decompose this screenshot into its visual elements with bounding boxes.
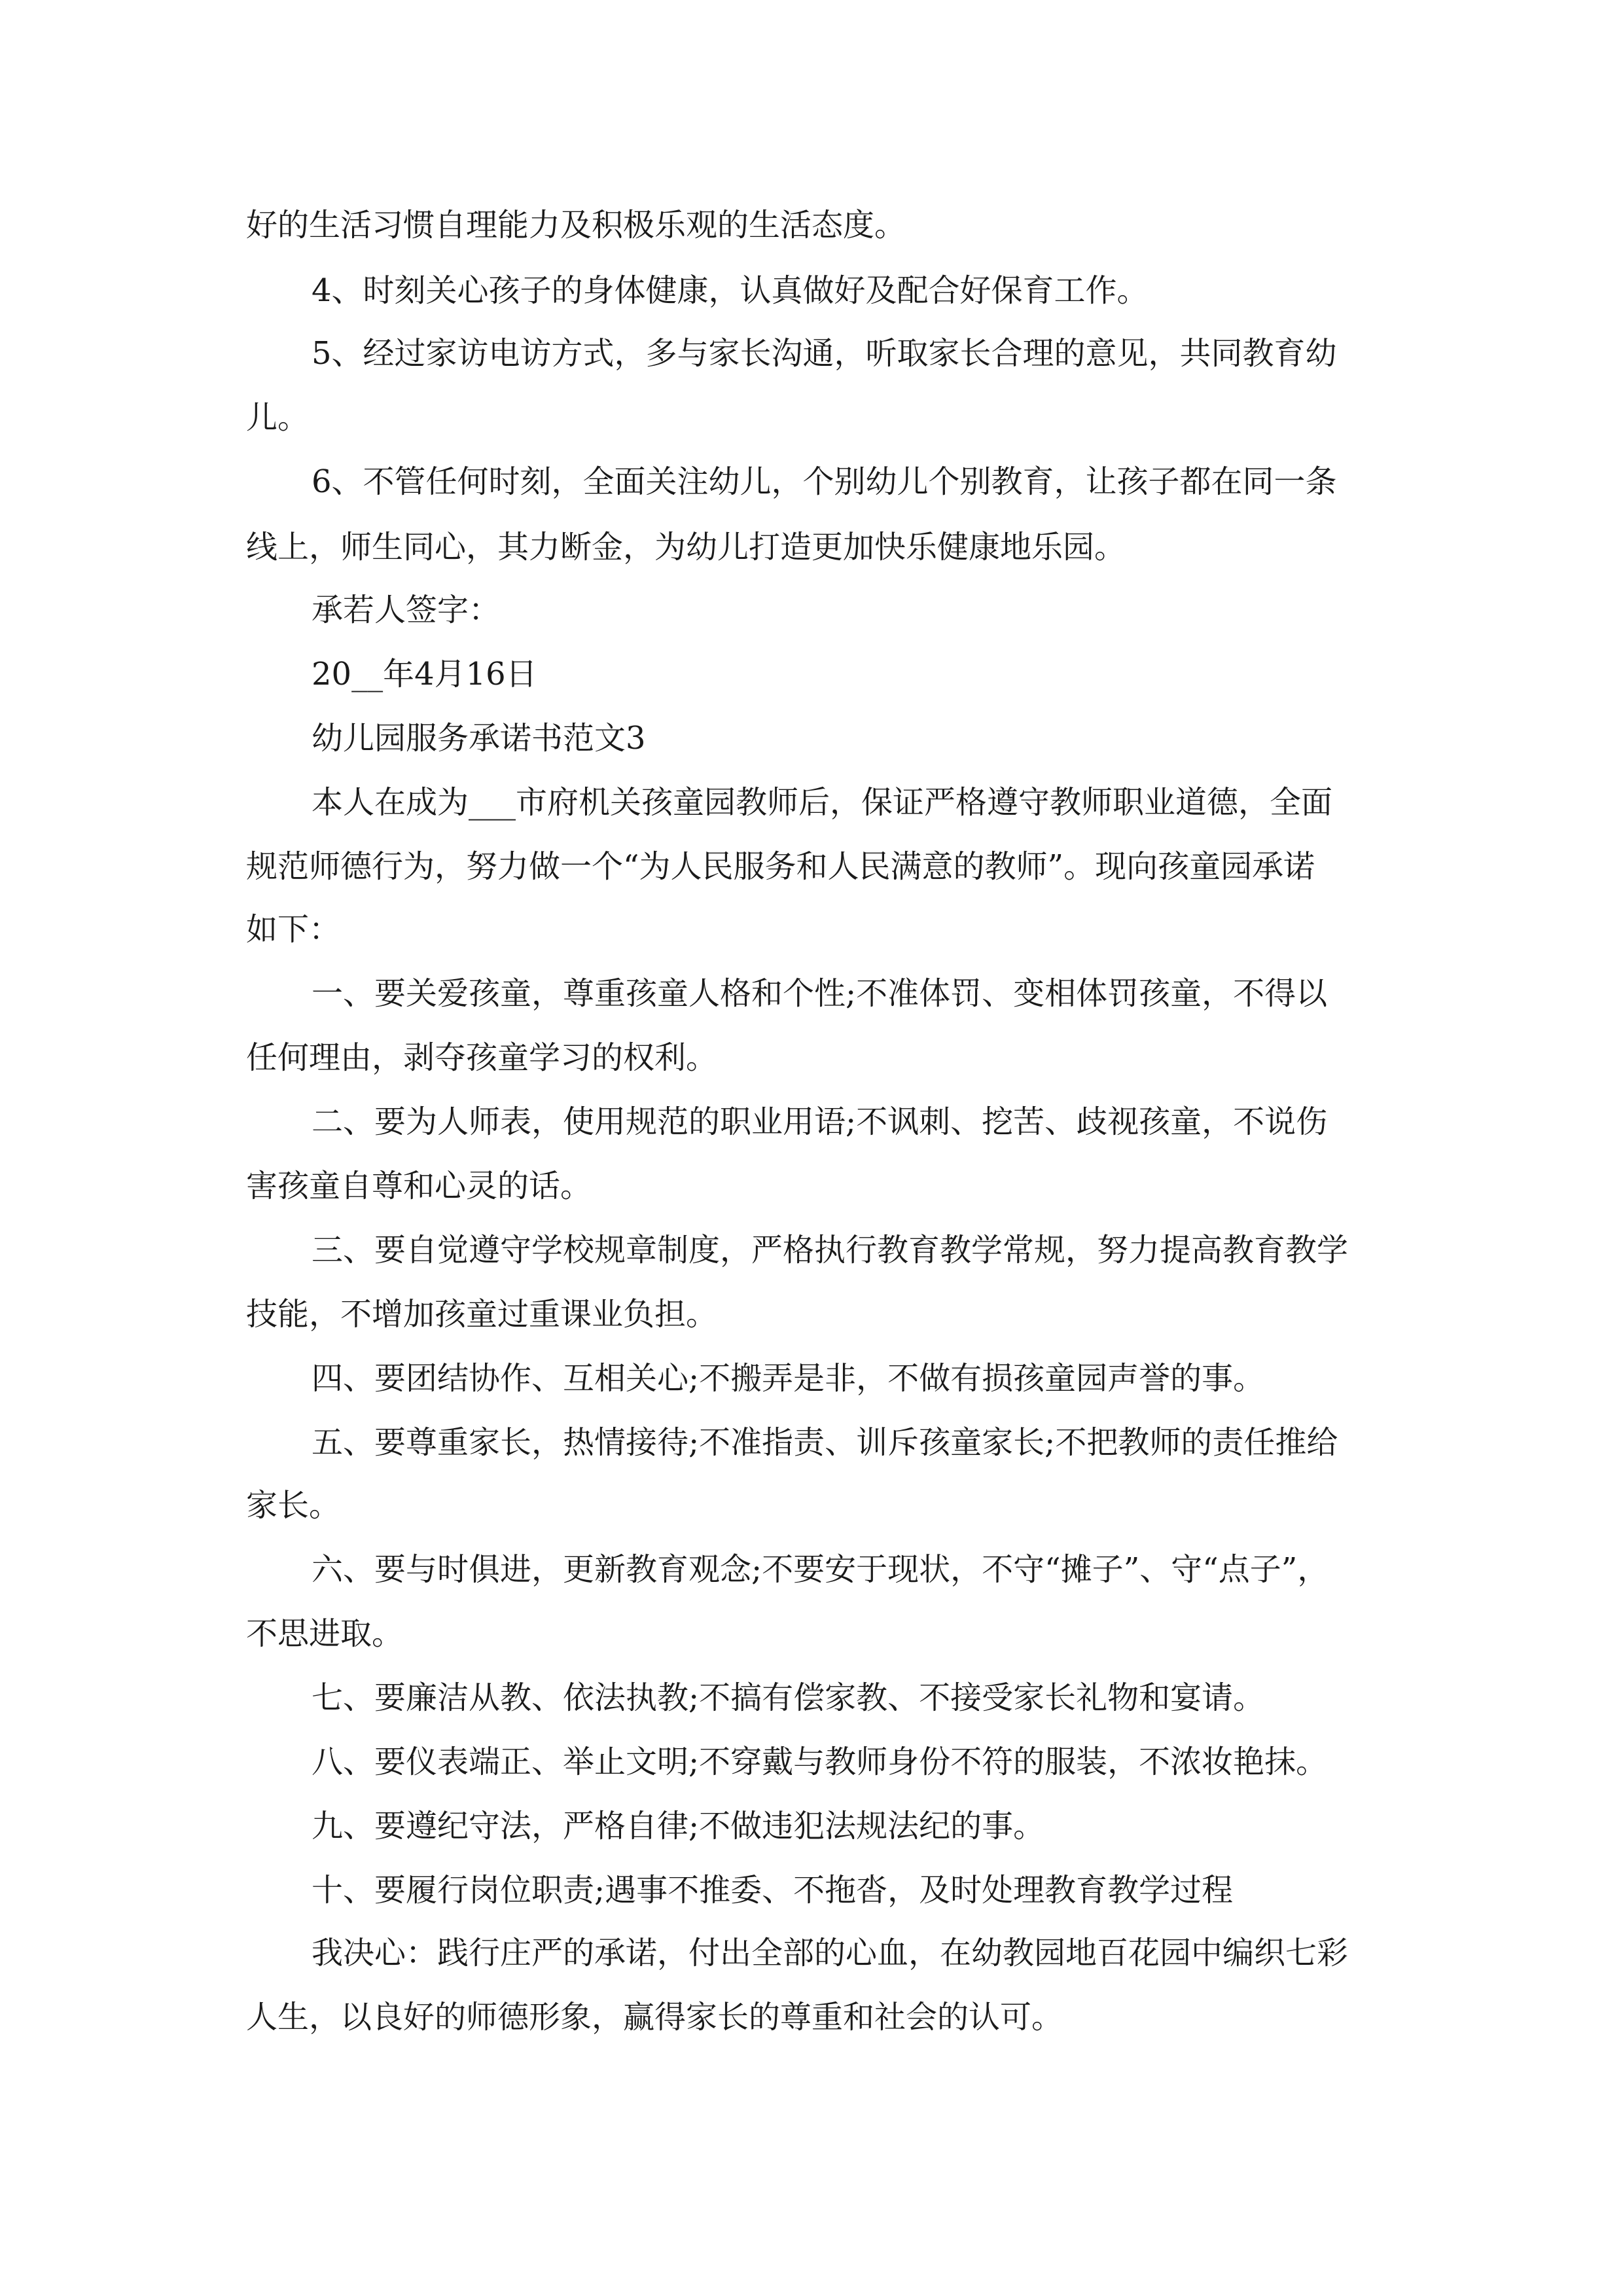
text-line: 六、要与时俱进，更新教育观念;不要安于现状，不守“摊子”、守“点子”，	[312, 1551, 1329, 1588]
text-line: 好的生活习惯自理能力及积极乐观的生活态度。	[246, 207, 906, 243]
section-title: 幼儿园服务承诺书范文3	[312, 720, 646, 757]
text-line: 人生，以良好的师德形象，赢得家长的尊重和社会的认可。	[246, 1999, 1063, 2036]
text-line: 5、经过家访电访方式，多与家长沟通，听取家长合理的意见，共同教育幼	[312, 335, 1337, 372]
text-line: 任何理由，剥夺孩童学习的权利。	[246, 1039, 718, 1076]
date-line: 20__年4月16日	[312, 656, 537, 692]
text-line: 四、要团结协作、互相关心;不搬弄是非，不做有损孩童园声誉的事。	[312, 1360, 1265, 1397]
text-line: 规范师德行为，努力做一个“为人民服务和人民满意的教师”。现向孩童园承诺	[246, 848, 1315, 885]
text-line: 七、要廉洁从教、依法执教;不搞有偿家教、不接受家长礼物和宴请。	[312, 1679, 1265, 1716]
text-line: 家长。	[246, 1487, 341, 1524]
text-line: 害孩童自尊和心灵的话。	[246, 1168, 592, 1204]
text-line: 不思进取。	[246, 1615, 404, 1652]
text-line: 二、要为人师表，使用规范的职业用语;不讽刺、挖苦、歧视孩童，不说伤	[312, 1103, 1328, 1140]
text-line: 我决心：践行庄严的承诺，付出全部的心血，在幼教园地百花园中编织七彩	[312, 1935, 1349, 1971]
text-line: 线上，师生同心，其力断金，为幼儿打造更加快乐健康地乐园。	[246, 529, 1126, 565]
text-line: 十、要履行岗位职责;遇事不推委、不拖沓，及时处理教育教学过程	[312, 1872, 1234, 1909]
text-line: 如下：	[246, 911, 341, 948]
text-line: 九、要遵纪守法，严格自律;不做违犯法规法纪的事。	[312, 1808, 1045, 1844]
text-line: 本人在成为___市府机关孩童园教师后，保证严格遵守教师职业道德，全面	[312, 784, 1333, 821]
text-line: 一、要关爱孩童，尊重孩童人格和个性;不准体罚、变相体罚孩童，不得以	[312, 975, 1328, 1012]
text-line: 6、不管任何时刻，全面关注幼儿，个别幼儿个别教育，让孩子都在同一条	[312, 463, 1337, 500]
text-line: 儿。	[246, 399, 310, 436]
text-line: 五、要尊重家长，热情接待;不准指责、训斥孩童家长;不把教师的责任推给	[312, 1424, 1338, 1461]
text-line: 八、要仪表端正、举止文明;不穿戴与教师身份不符的服装，不浓妆艳抹。	[312, 1744, 1328, 1780]
text-line: 技能，不增加孩童过重课业负担。	[246, 1296, 718, 1333]
text-line: 4、时刻关心孩子的身体健康，认真做好及配合好保育工作。	[312, 272, 1149, 309]
text-line: 三、要自觉遵守学校规章制度，严格执行教育教学常规，努力提高教育教学	[312, 1232, 1349, 1268]
signature-label: 承若人签字：	[312, 592, 501, 628]
